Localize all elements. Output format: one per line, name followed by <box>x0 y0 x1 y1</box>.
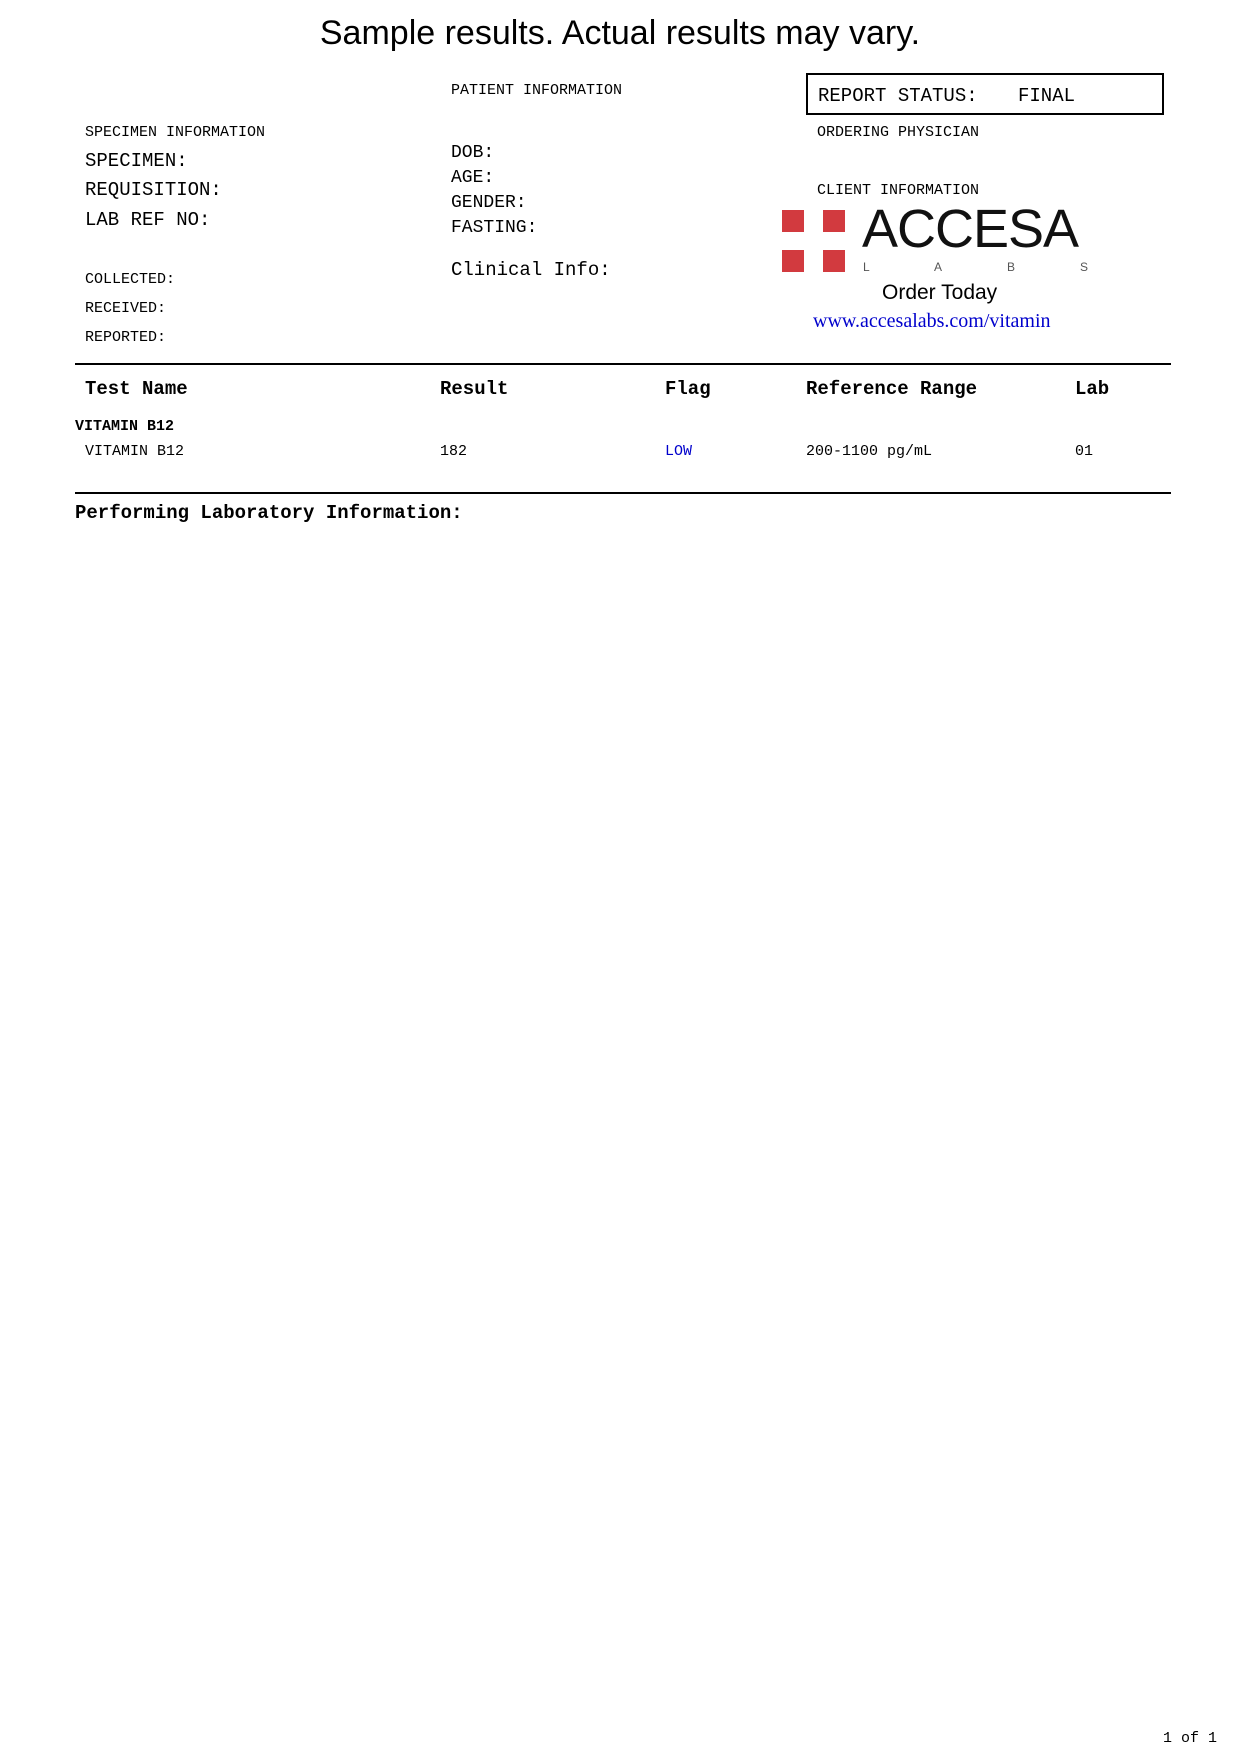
logo-sub-letter: A <box>934 260 943 274</box>
gender-label: GENDER: <box>451 193 527 213</box>
performing-laboratory-heading: Performing Laboratory Information: <box>75 502 463 524</box>
client-information-heading: CLIENT INFORMATION <box>817 182 980 199</box>
report-status-label: REPORT STATUS: <box>818 85 978 107</box>
logo-square-icon <box>823 250 845 272</box>
clinical-info-label: Clinical Info: <box>451 259 611 281</box>
column-header-result: Result <box>440 378 509 400</box>
results-divider <box>75 492 1171 494</box>
logo-square-icon <box>823 210 845 232</box>
logo-wordmark: ACCESA <box>862 199 1079 259</box>
logo-square-icon <box>782 250 804 272</box>
column-header-test-name: Test Name <box>85 378 188 400</box>
dob-label: DOB: <box>451 143 495 163</box>
column-header-reference-range: Reference Range <box>806 378 978 400</box>
reported-label: REPORTED: <box>85 329 167 346</box>
cell-reference-range: 200-1100 pg/mL <box>806 443 933 460</box>
order-today-tagline: Order Today <box>882 281 998 304</box>
header-divider <box>75 363 1171 365</box>
page-indicator: 1 of 1 <box>1163 1730 1218 1747</box>
cell-result: 182 <box>440 443 468 460</box>
column-header-lab: Lab <box>1075 378 1110 400</box>
specimen-label: SPECIMEN: <box>85 150 188 172</box>
received-label: RECEIVED: <box>85 300 167 317</box>
age-label: AGE: <box>451 168 495 188</box>
cell-flag: LOW <box>665 443 693 460</box>
cell-lab: 01 <box>1075 443 1094 460</box>
logo-sub-letter: B <box>1007 260 1016 274</box>
column-header-flag: Flag <box>665 378 711 400</box>
lab-ref-no-label: LAB REF NO: <box>85 209 211 231</box>
accesa-vitamin-link[interactable]: www.accesalabs.com/vitamin <box>813 310 1051 332</box>
cell-test-name: VITAMIN B12 <box>85 443 185 460</box>
requisition-label: REQUISITION: <box>85 179 222 201</box>
logo-sub-letter: L <box>863 260 870 274</box>
logo-sub-letter: S <box>1080 260 1089 274</box>
specimen-information-heading: SPECIMEN INFORMATION <box>85 124 266 141</box>
logo-square-icon <box>782 210 804 232</box>
collected-label: COLLECTED: <box>85 271 176 288</box>
ordering-physician-heading: ORDERING PHYSICIAN <box>817 124 980 141</box>
test-group-title: VITAMIN B12 <box>75 418 175 435</box>
report-status-value: FINAL <box>1018 85 1076 107</box>
patient-information-heading: PATIENT INFORMATION <box>451 82 623 99</box>
report-status-box <box>806 73 1164 115</box>
fasting-label: FASTING: <box>451 218 538 238</box>
sample-results-banner: Sample results. Actual results may vary. <box>319 14 921 52</box>
